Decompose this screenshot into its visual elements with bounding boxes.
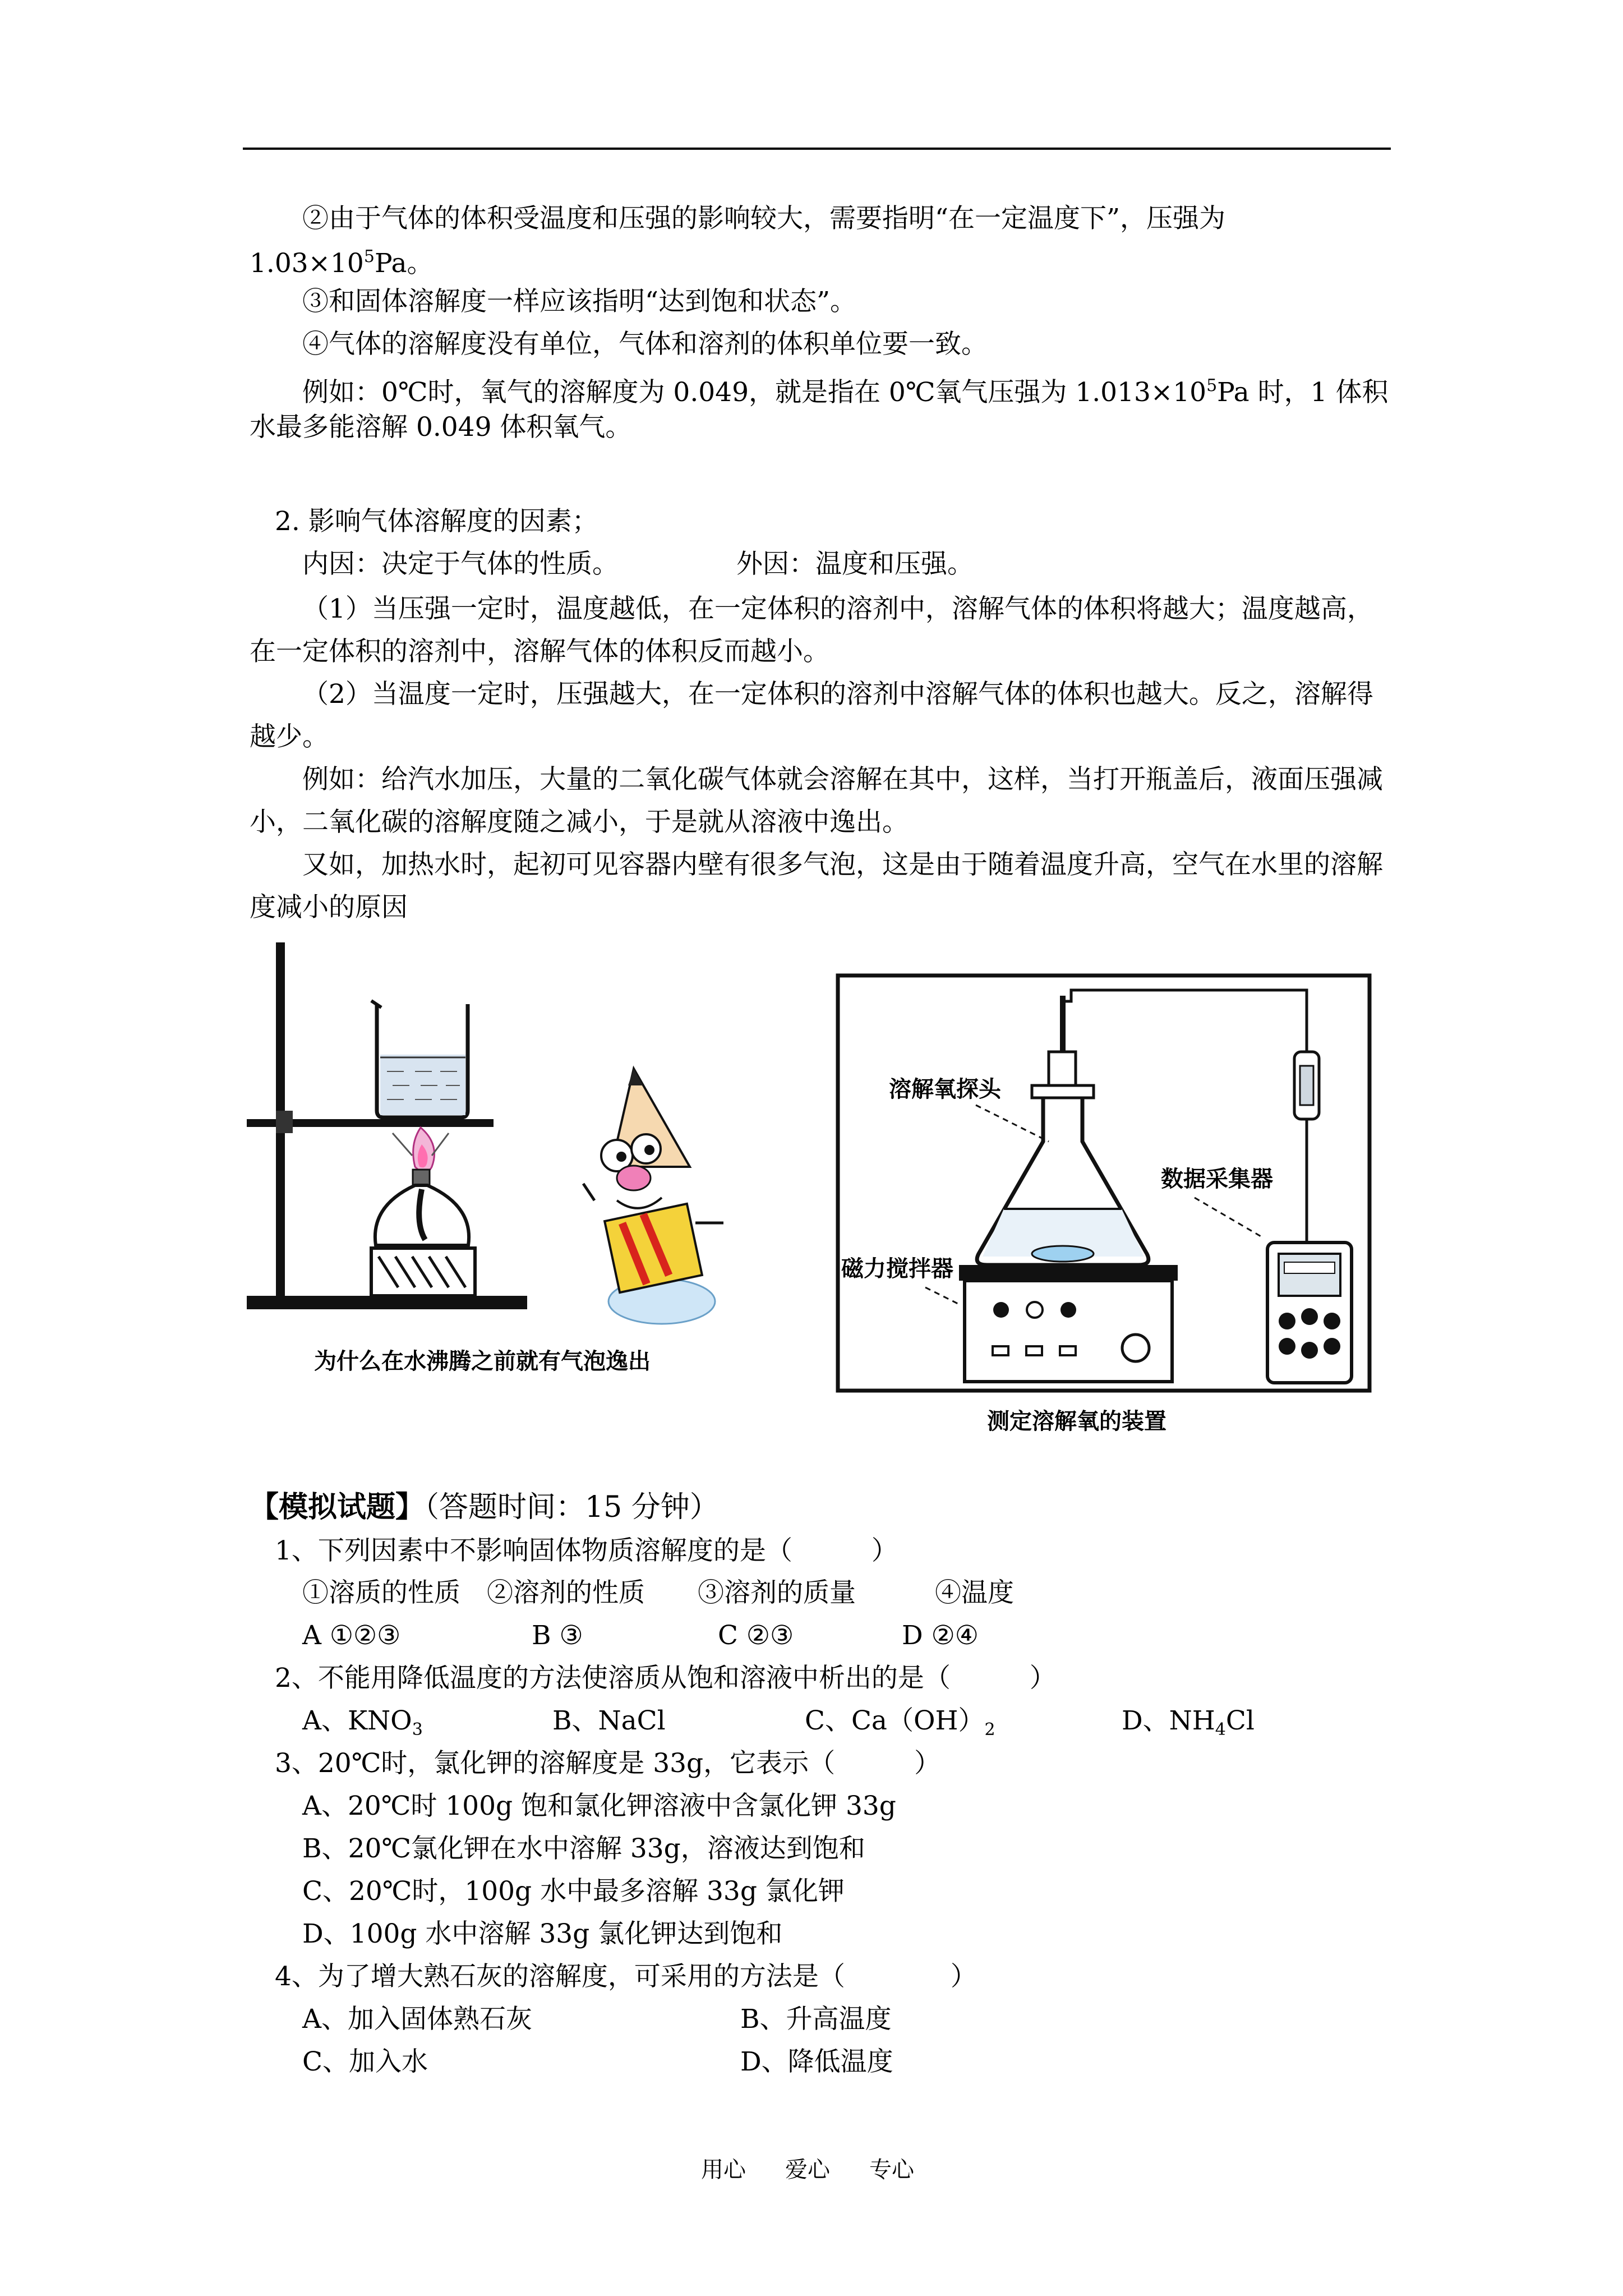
paragraph-pressure-effect: （2）当温度一定时，压强越大，在一定体积的溶剂中溶解气体的体积也越大。反之，溶解得越少。 [250, 679, 1373, 752]
q4-option-b: B、升高温度 [740, 2004, 892, 2035]
collector-label: 数据采集器 [1161, 1166, 1273, 1192]
q1-option-a: A ①②③ [302, 1620, 401, 1651]
q3-option-b: B、20℃氯化钾在水中溶解 33g，溶液达到饱和 [302, 1833, 865, 1864]
pressure-value: $1.03\times 10^5Pa$。 [250, 247, 434, 279]
question-3: 3、20℃时，氯化钾的溶解度是 33g，它表示（ ） [275, 1748, 941, 1779]
q3-option-d: D、100g 水中溶解 33g 氯化钾达到饱和 [302, 1918, 783, 1949]
example-oxygen-line1: 例如：0℃时，氧气的溶解度为 0.049，就是指在 0℃氧气压强为 $1.013\times 10^5Pa$ 时，1 体积 [302, 376, 1389, 408]
flame [393, 1128, 449, 1172]
dissolved-oxygen-apparatus-figure [836, 973, 1374, 1456]
alcohol-lamp [371, 1170, 475, 1296]
stand-base [247, 1296, 527, 1309]
q2-option-d: D、$NH_4Cl$ [1122, 1705, 1255, 1740]
q3-option-a: A、20℃时 100g 饱和氯化钾溶液中含氯化钾 33g [302, 1791, 896, 1821]
left-figure-caption: 为什么在水沸腾之前就有气泡逸出 [314, 1349, 651, 1374]
q4-option-a: A、加入固体熟石灰 [302, 2004, 532, 2035]
internal-factor: 内因：决定于气体的性质。 [302, 549, 619, 579]
paragraph-soda-example: 例如：给汽水加压，大量的二氧化碳气体就会溶解在其中，这样，当打开瓶盖后，液面压强减小，二氧化碳的溶解度随之减小，于是就从溶液中逸出。 [250, 764, 1383, 838]
example-oxygen-line2: 水最多能溶解 0.049 体积氧气。 [250, 412, 632, 443]
paragraph-saturation-note: ③和固体溶解度一样应该指明“达到饱和状态”。 [302, 286, 857, 317]
data-collector [1267, 1243, 1352, 1383]
paragraph-temperature-effect: （1）当压强一定时，温度越低，在一定体积的溶剂中，溶解气体的体积将越大；温度越高，在一定体积的溶剂中，溶解气体的体积反而越小。 [250, 593, 1373, 667]
q2-option-a: A、$KNO_3$ [302, 1705, 423, 1740]
heating-water-figure [247, 942, 740, 1380]
page-footer: 用心 爱心 专心 [701, 2157, 914, 2183]
question-1: 1、下列因素中不影响固体物质溶解度的是（ ） [275, 1535, 898, 1566]
question-1-items: ①溶质的性质 ②溶剂的性质 ③溶剂的质量 ④温度 [302, 1577, 1014, 1608]
section2-title: 2. 影响气体溶解度的因素； [275, 506, 598, 537]
paragraph-pressure-note: ②由于气体的体积受温度和压强的影响较大，需要指明“在一定温度下”，压强为 [302, 203, 1226, 234]
q1-option-b: B ③ [532, 1620, 583, 1651]
q1-option-d: D ②④ [902, 1620, 979, 1651]
header-rule [243, 148, 1391, 150]
magnetic-stirrer [959, 1265, 1178, 1382]
q4-option-c: C、加入水 [302, 2046, 428, 2077]
paragraph-heating-example: 又如，加热水时，起初可见容器内壁有很多气泡，这是由于随着温度升高，空气在水里的溶解度减小的原因 [250, 849, 1383, 923]
paragraph-unit-note: ④气体的溶解度没有单位，气体和溶剂的体积单位要一致。 [302, 329, 988, 360]
cartoon-character [583, 1069, 723, 1324]
q1-option-c: C ②③ [718, 1620, 794, 1651]
quiz-heading: 【模拟试题】（答题时间：15 分钟） [250, 1490, 719, 1524]
q3-option-c: C、20℃时，100g 水中最多溶解 33g 氯化钾 [302, 1876, 845, 1907]
external-factor: 外因：温度和压强。 [736, 549, 974, 579]
q2-option-b: B、NaCl [552, 1705, 666, 1736]
beaker [371, 1001, 468, 1117]
right-figure-caption: 测定溶解氧的装置 [987, 1409, 1166, 1434]
q2-option-c: C、$Ca(OH)_2$ [805, 1705, 995, 1740]
q4-option-d: D、降低温度 [740, 2046, 893, 2077]
question-2: 2、不能用降低温度的方法使溶质从饱和溶液中析出的是（ ） [275, 1663, 1056, 1694]
probe-label: 溶解氧探头 [889, 1076, 1001, 1102]
stirrer-label: 磁力搅拌器 [841, 1256, 953, 1282]
question-4: 4、为了增大熟石灰的溶解度，可采用的方法是（ ） [275, 1961, 977, 1992]
